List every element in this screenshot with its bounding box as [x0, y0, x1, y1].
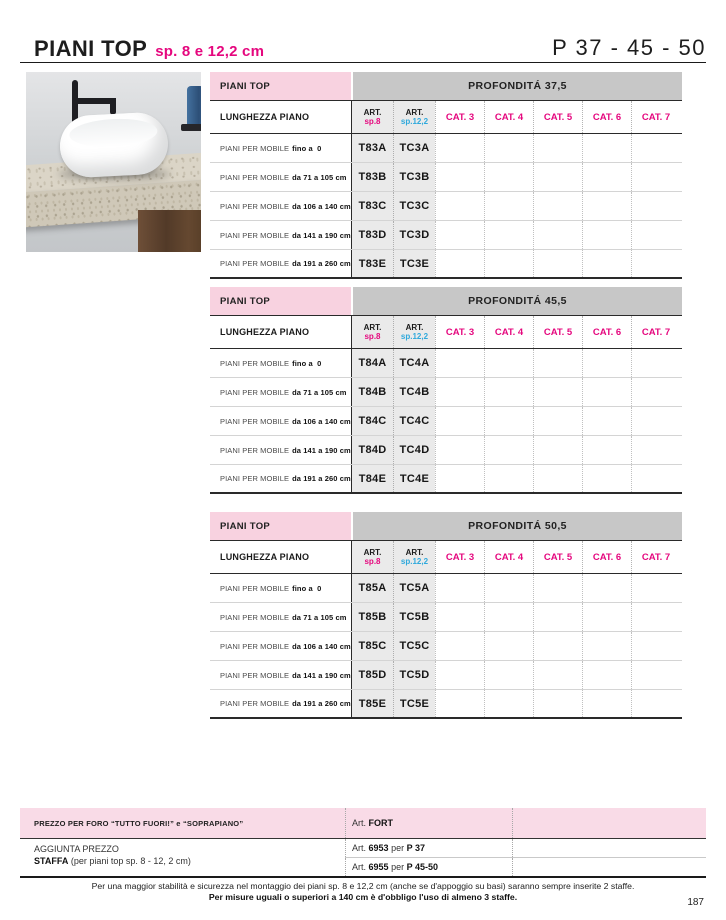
row-label-range: da 71 a 105 cm [292, 387, 347, 397]
price-cell-empty [484, 407, 533, 435]
staffa-empty-cell [512, 858, 706, 877]
cat6-column-header: CAT. 6 [582, 541, 631, 573]
table-corner-label: PIANI TOP [210, 287, 351, 315]
art-code-sp8: T83E [351, 250, 393, 277]
staffa-art-cells [345, 839, 706, 876]
cat4-column-header: CAT. 4 [484, 101, 533, 133]
basin [58, 111, 169, 179]
art-code: FORT [368, 818, 394, 828]
price-cell-empty [631, 250, 680, 277]
price-cell-empty [631, 378, 680, 406]
cat3-column-header: CAT. 3 [435, 316, 484, 348]
wood-cabinet [138, 210, 201, 252]
price-cell-empty [582, 134, 631, 162]
aggiunta-prezzo-label: AGGIUNTA PREZZO [34, 844, 119, 854]
art-ref: P 37 [406, 842, 425, 853]
depth-header: PROFONDITÁ 45,5 [353, 287, 682, 315]
price-cell-empty [582, 690, 631, 717]
row-label [210, 221, 351, 249]
cat5-column-header: CAT. 5 [533, 316, 582, 348]
art-label: ART. [363, 107, 382, 117]
sp122-label: sp.12,2 [400, 332, 429, 341]
foro-art-code [352, 818, 393, 828]
price-cell-empty [533, 407, 582, 435]
price-cell-empty [533, 603, 582, 631]
basin-cavity [69, 117, 158, 150]
price-cell-empty [435, 250, 484, 277]
art-mid: per [391, 861, 405, 872]
price-cell-empty [582, 163, 631, 191]
price-cell-empty [582, 221, 631, 249]
cat7-column-header: CAT. 7 [631, 101, 680, 133]
table-row [210, 465, 682, 494]
price-cell-empty [631, 436, 680, 464]
price-cell-empty [484, 349, 533, 377]
row-label-prefix: PIANI PER MOBILE [220, 612, 290, 622]
row-label-prefix: PIANI PER MOBILE [220, 583, 290, 593]
header-divider [20, 62, 706, 63]
faucet-tip [110, 98, 116, 115]
price-cell-empty [533, 465, 582, 492]
table-row [210, 690, 682, 719]
price-cell-empty [435, 632, 484, 660]
length-column-header: LUNGHEZZA PIANO [220, 552, 310, 562]
art-sp122-column-header [393, 316, 435, 348]
price-cell-empty [582, 407, 631, 435]
price-cell-empty [582, 250, 631, 277]
row-label-prefix: PIANI PER MOBILE [220, 474, 290, 483]
price-cell-empty [582, 574, 631, 602]
art-code-sp122: TC4E [393, 465, 435, 492]
art-code-sp122: TC5D [393, 661, 435, 689]
row-label-range: da 106 a 140 cm [292, 641, 351, 651]
art-code-sp8: T83D [351, 221, 393, 249]
page-reference: P 37 - 45 - 50 [552, 35, 706, 60]
row-label-range: da 71 a 105 cm [292, 612, 347, 622]
table-row [210, 349, 682, 378]
price-cell-empty [582, 632, 631, 660]
art-code-sp8: T84E [351, 465, 393, 492]
page-title [34, 36, 264, 62]
price-cell-empty [631, 465, 680, 492]
cat5-column-header: CAT. 5 [533, 101, 582, 133]
price-cell-empty [435, 349, 484, 377]
table-profondita-50 [210, 512, 682, 719]
row-label-prefix: PIANI PER MOBILE [220, 259, 290, 268]
art-code-sp8: T84D [351, 436, 393, 464]
price-cell-empty [631, 349, 680, 377]
price-cell-empty [484, 465, 533, 492]
table-corner-label: PIANI TOP [210, 72, 351, 100]
price-cell-empty [533, 163, 582, 191]
row-label-prefix: PIANI PER MOBILE [220, 699, 290, 708]
staffa-label-cell [20, 839, 345, 876]
art-code-sp122: TC3E [393, 250, 435, 277]
staffa-art-cell-2 [345, 858, 512, 877]
row-label-prefix: PIANI PER MOBILE [220, 172, 290, 182]
row-label-range: fino a 0 [292, 583, 322, 593]
price-cell-empty [533, 690, 582, 717]
price-cell-empty [533, 574, 582, 602]
art-code-sp8: T85E [351, 690, 393, 717]
table-profondita-45 [210, 287, 682, 494]
footer-note-line1: Per una maggior stabilità e sicurezza nel montaggio dei piani sp. 8 e 12,2 cm (anche se d'appoggio su basi) saranno sempre inserite 2 staffe. [91, 881, 635, 891]
sp8-label: sp.8 [364, 557, 381, 566]
art-code-sp8: T83C [351, 192, 393, 220]
price-cell-empty [582, 465, 631, 492]
art-code-sp122: TC3A [393, 134, 435, 162]
art-code-sp8: T85B [351, 603, 393, 631]
foro-empty-cell [512, 808, 706, 838]
art-label: ART. [405, 547, 424, 557]
row-label-range: da 106 a 140 cm [292, 201, 351, 211]
table-row [210, 407, 682, 436]
row-label-range: da 191 a 260 cm [292, 259, 351, 268]
row-label [210, 192, 351, 220]
price-cell-empty [435, 603, 484, 631]
price-cell-empty [631, 690, 680, 717]
blue-bottle [187, 86, 201, 126]
row-label-range: da 141 a 190 cm [292, 230, 351, 240]
price-cell-empty [484, 574, 533, 602]
art-code-sp8: T83B [351, 163, 393, 191]
price-cell-empty [533, 378, 582, 406]
row-label-prefix: PIANI PER MOBILE [220, 230, 290, 240]
price-cell-empty [484, 632, 533, 660]
column-header-row [210, 541, 682, 574]
length-column-header: LUNGHEZZA PIANO [220, 327, 310, 337]
staffa-art-row-1 [345, 839, 706, 858]
staffa-detail-label: (per piani top sp. 8 - 12, 2 cm) [70, 856, 191, 867]
price-cell-empty [435, 465, 484, 492]
staffa-price-row [20, 839, 706, 876]
row-label [210, 603, 351, 631]
art-code-sp122: TC5A [393, 574, 435, 602]
row-label [210, 632, 351, 660]
price-cell-empty [484, 436, 533, 464]
row-label-range: da 191 a 260 cm [292, 699, 351, 708]
row-label-range: da 141 a 190 cm [292, 445, 351, 455]
row-label [210, 378, 351, 406]
row-label [210, 690, 351, 717]
sp122-label: sp.12,2 [400, 117, 429, 126]
art-code-sp8: T84C [351, 407, 393, 435]
staffa-bold-label: STAFFA [34, 856, 69, 867]
table-row [210, 574, 682, 603]
art-code-sp8: T85C [351, 632, 393, 660]
table-row [210, 250, 682, 279]
price-cell-empty [631, 163, 680, 191]
price-cell-empty [533, 632, 582, 660]
row-label [210, 574, 351, 602]
row-label-range: da 71 a 105 cm [292, 172, 347, 182]
price-cell-empty [435, 192, 484, 220]
price-cell-empty [435, 163, 484, 191]
table-row [210, 192, 682, 221]
table-profondita-37 [210, 72, 682, 279]
row-label [210, 250, 351, 277]
price-cell-empty [435, 134, 484, 162]
art-sp122-column-header [393, 101, 435, 133]
sp122-label: sp.12,2 [400, 557, 429, 566]
table-row [210, 436, 682, 465]
price-cell-empty [533, 250, 582, 277]
price-cell-empty [533, 436, 582, 464]
art-code-sp122: TC4B [393, 378, 435, 406]
row-label [210, 465, 351, 492]
art-sp8-column-header [351, 541, 393, 573]
column-header-row [210, 101, 682, 134]
page-number: 187 [687, 897, 704, 908]
row-label [210, 436, 351, 464]
table-row [210, 661, 682, 690]
row-label [210, 407, 351, 435]
art-code: 6953 [368, 842, 389, 853]
row-label-prefix: PIANI PER MOBILE [220, 358, 290, 368]
row-label-range: da 106 a 140 cm [292, 416, 351, 426]
art-prefix: Art. [352, 842, 367, 853]
price-cell-empty [484, 690, 533, 717]
price-addition-table [20, 808, 706, 878]
art-label: ART. [363, 322, 382, 332]
price-cell-empty [631, 192, 680, 220]
art-code-sp122: TC3C [393, 192, 435, 220]
art-prefix: Art. [352, 818, 367, 828]
row-label-prefix: PIANI PER MOBILE [220, 670, 290, 680]
price-cell-empty [631, 632, 680, 660]
art-code-sp8: T83A [351, 134, 393, 162]
row-label-prefix: PIANI PER MOBILE [220, 387, 290, 397]
price-cell-empty [533, 221, 582, 249]
art-label: ART. [405, 107, 424, 117]
page-subtitle: sp. 8 e 12,2 cm [155, 43, 265, 60]
price-cell-empty [484, 163, 533, 191]
art-sp8-column-header [351, 101, 393, 133]
art-label: ART. [405, 322, 424, 332]
table-corner-label: PIANI TOP [210, 512, 351, 540]
price-cell-empty [484, 250, 533, 277]
depth-header: PROFONDITÁ 37,5 [353, 72, 682, 100]
price-cell-empty [582, 661, 631, 689]
art-mid: per [391, 842, 405, 853]
row-label-prefix: PIANI PER MOBILE [220, 445, 290, 455]
cat6-column-header: CAT. 6 [582, 316, 631, 348]
cat3-column-header: CAT. 3 [435, 541, 484, 573]
art-code-sp122: TC5E [393, 690, 435, 717]
staffa-empty-cell [512, 839, 706, 857]
table-header-row [210, 72, 682, 101]
price-cell-empty [582, 436, 631, 464]
art-code-sp122: TC5B [393, 603, 435, 631]
price-cell-empty [484, 221, 533, 249]
price-cell-empty [533, 349, 582, 377]
row-label-range: fino a 0 [292, 358, 322, 368]
row-label-range: fino a 0 [292, 143, 322, 153]
price-cell-empty [484, 603, 533, 631]
length-column-header: LUNGHEZZA PIANO [220, 112, 310, 122]
table-row [210, 163, 682, 192]
art-code-sp122: TC4D [393, 436, 435, 464]
row-label [210, 349, 351, 377]
art-code-sp122: TC3D [393, 221, 435, 249]
price-cell-empty [631, 221, 680, 249]
price-cell-empty [582, 192, 631, 220]
art-code-sp122: TC5C [393, 632, 435, 660]
table-row [210, 632, 682, 661]
price-cell-empty [435, 407, 484, 435]
price-cell-empty [631, 574, 680, 602]
row-label [210, 163, 351, 191]
table-row [210, 378, 682, 407]
price-cell-empty [582, 349, 631, 377]
row-label-prefix: PIANI PER MOBILE [220, 143, 290, 153]
footer-note-line2: Per misure uguali o superiori a 140 cm è d'obbligo l'uso di almeno 3 staffe. [208, 892, 518, 902]
price-cell-empty [435, 661, 484, 689]
cat4-column-header: CAT. 4 [484, 541, 533, 573]
column-header-row [210, 316, 682, 349]
foro-label-cell [20, 808, 345, 838]
table-row [210, 603, 682, 632]
price-cell-empty [484, 134, 533, 162]
art-code: 6955 [368, 861, 389, 872]
price-cell-empty [484, 378, 533, 406]
art-ref: P 45-50 [406, 861, 438, 872]
row-label [210, 134, 351, 162]
table-header-row [210, 512, 682, 541]
price-cell-empty [435, 378, 484, 406]
price-cell-empty [582, 378, 631, 406]
price-cell-empty [631, 661, 680, 689]
price-cell-empty [484, 192, 533, 220]
art-sp122-column-header [393, 541, 435, 573]
price-cell-empty [435, 436, 484, 464]
price-cell-empty [484, 661, 533, 689]
staffa-label [34, 855, 345, 867]
table-row [210, 221, 682, 250]
wall-fitting [181, 124, 201, 131]
table-header-row [210, 287, 682, 316]
sp8-label: sp.8 [364, 117, 381, 126]
cat7-column-header: CAT. 7 [631, 541, 680, 573]
price-cell-empty [435, 221, 484, 249]
depth-header: PROFONDITÁ 50,5 [353, 512, 682, 540]
art-code-sp122: TC4A [393, 349, 435, 377]
table-row [210, 134, 682, 163]
row-label-prefix: PIANI PER MOBILE [220, 416, 290, 426]
sp8-label: sp.8 [364, 332, 381, 341]
art-prefix: Art. [352, 861, 367, 872]
foro-price-row [20, 808, 706, 839]
cat5-column-header: CAT. 5 [533, 541, 582, 573]
cat6-column-header: CAT. 6 [582, 101, 631, 133]
price-cell-empty [533, 134, 582, 162]
price-cell-empty [533, 661, 582, 689]
art-sp8-column-header [351, 316, 393, 348]
art-label: ART. [363, 547, 382, 557]
cat7-column-header: CAT. 7 [631, 316, 680, 348]
art-code-sp8: T84A [351, 349, 393, 377]
row-label [210, 661, 351, 689]
staffa-art-code-1 [352, 843, 425, 853]
art-code-sp8: T85A [351, 574, 393, 602]
row-label-range: da 141 a 190 cm [292, 670, 351, 680]
price-cell-empty [435, 690, 484, 717]
price-cell-empty [533, 192, 582, 220]
art-code-sp122: TC4C [393, 407, 435, 435]
art-code-sp8: T85D [351, 661, 393, 689]
staffa-art-code-2 [352, 862, 438, 872]
foro-art-cell [345, 808, 512, 838]
cat3-column-header: CAT. 3 [435, 101, 484, 133]
price-cell-empty [631, 407, 680, 435]
price-cell-empty [631, 134, 680, 162]
row-label-prefix: PIANI PER MOBILE [220, 201, 290, 211]
price-cell-empty [582, 603, 631, 631]
art-code-sp8: T84B [351, 378, 393, 406]
foro-label: PREZZO PER FORO “TUTTO FUORI!” e “SOPRAPIANO” [34, 818, 244, 828]
cat4-column-header: CAT. 4 [484, 316, 533, 348]
page-title-text: PIANI TOP [34, 36, 148, 61]
row-label-range: da 191 a 260 cm [292, 474, 351, 483]
art-code-sp122: TC3B [393, 163, 435, 191]
product-photo [26, 72, 201, 252]
price-cell-empty [435, 574, 484, 602]
staffa-art-row-2 [345, 858, 706, 877]
staffa-art-cell-1 [345, 839, 512, 857]
price-cell-empty [631, 603, 680, 631]
row-label-prefix: PIANI PER MOBILE [220, 641, 290, 651]
